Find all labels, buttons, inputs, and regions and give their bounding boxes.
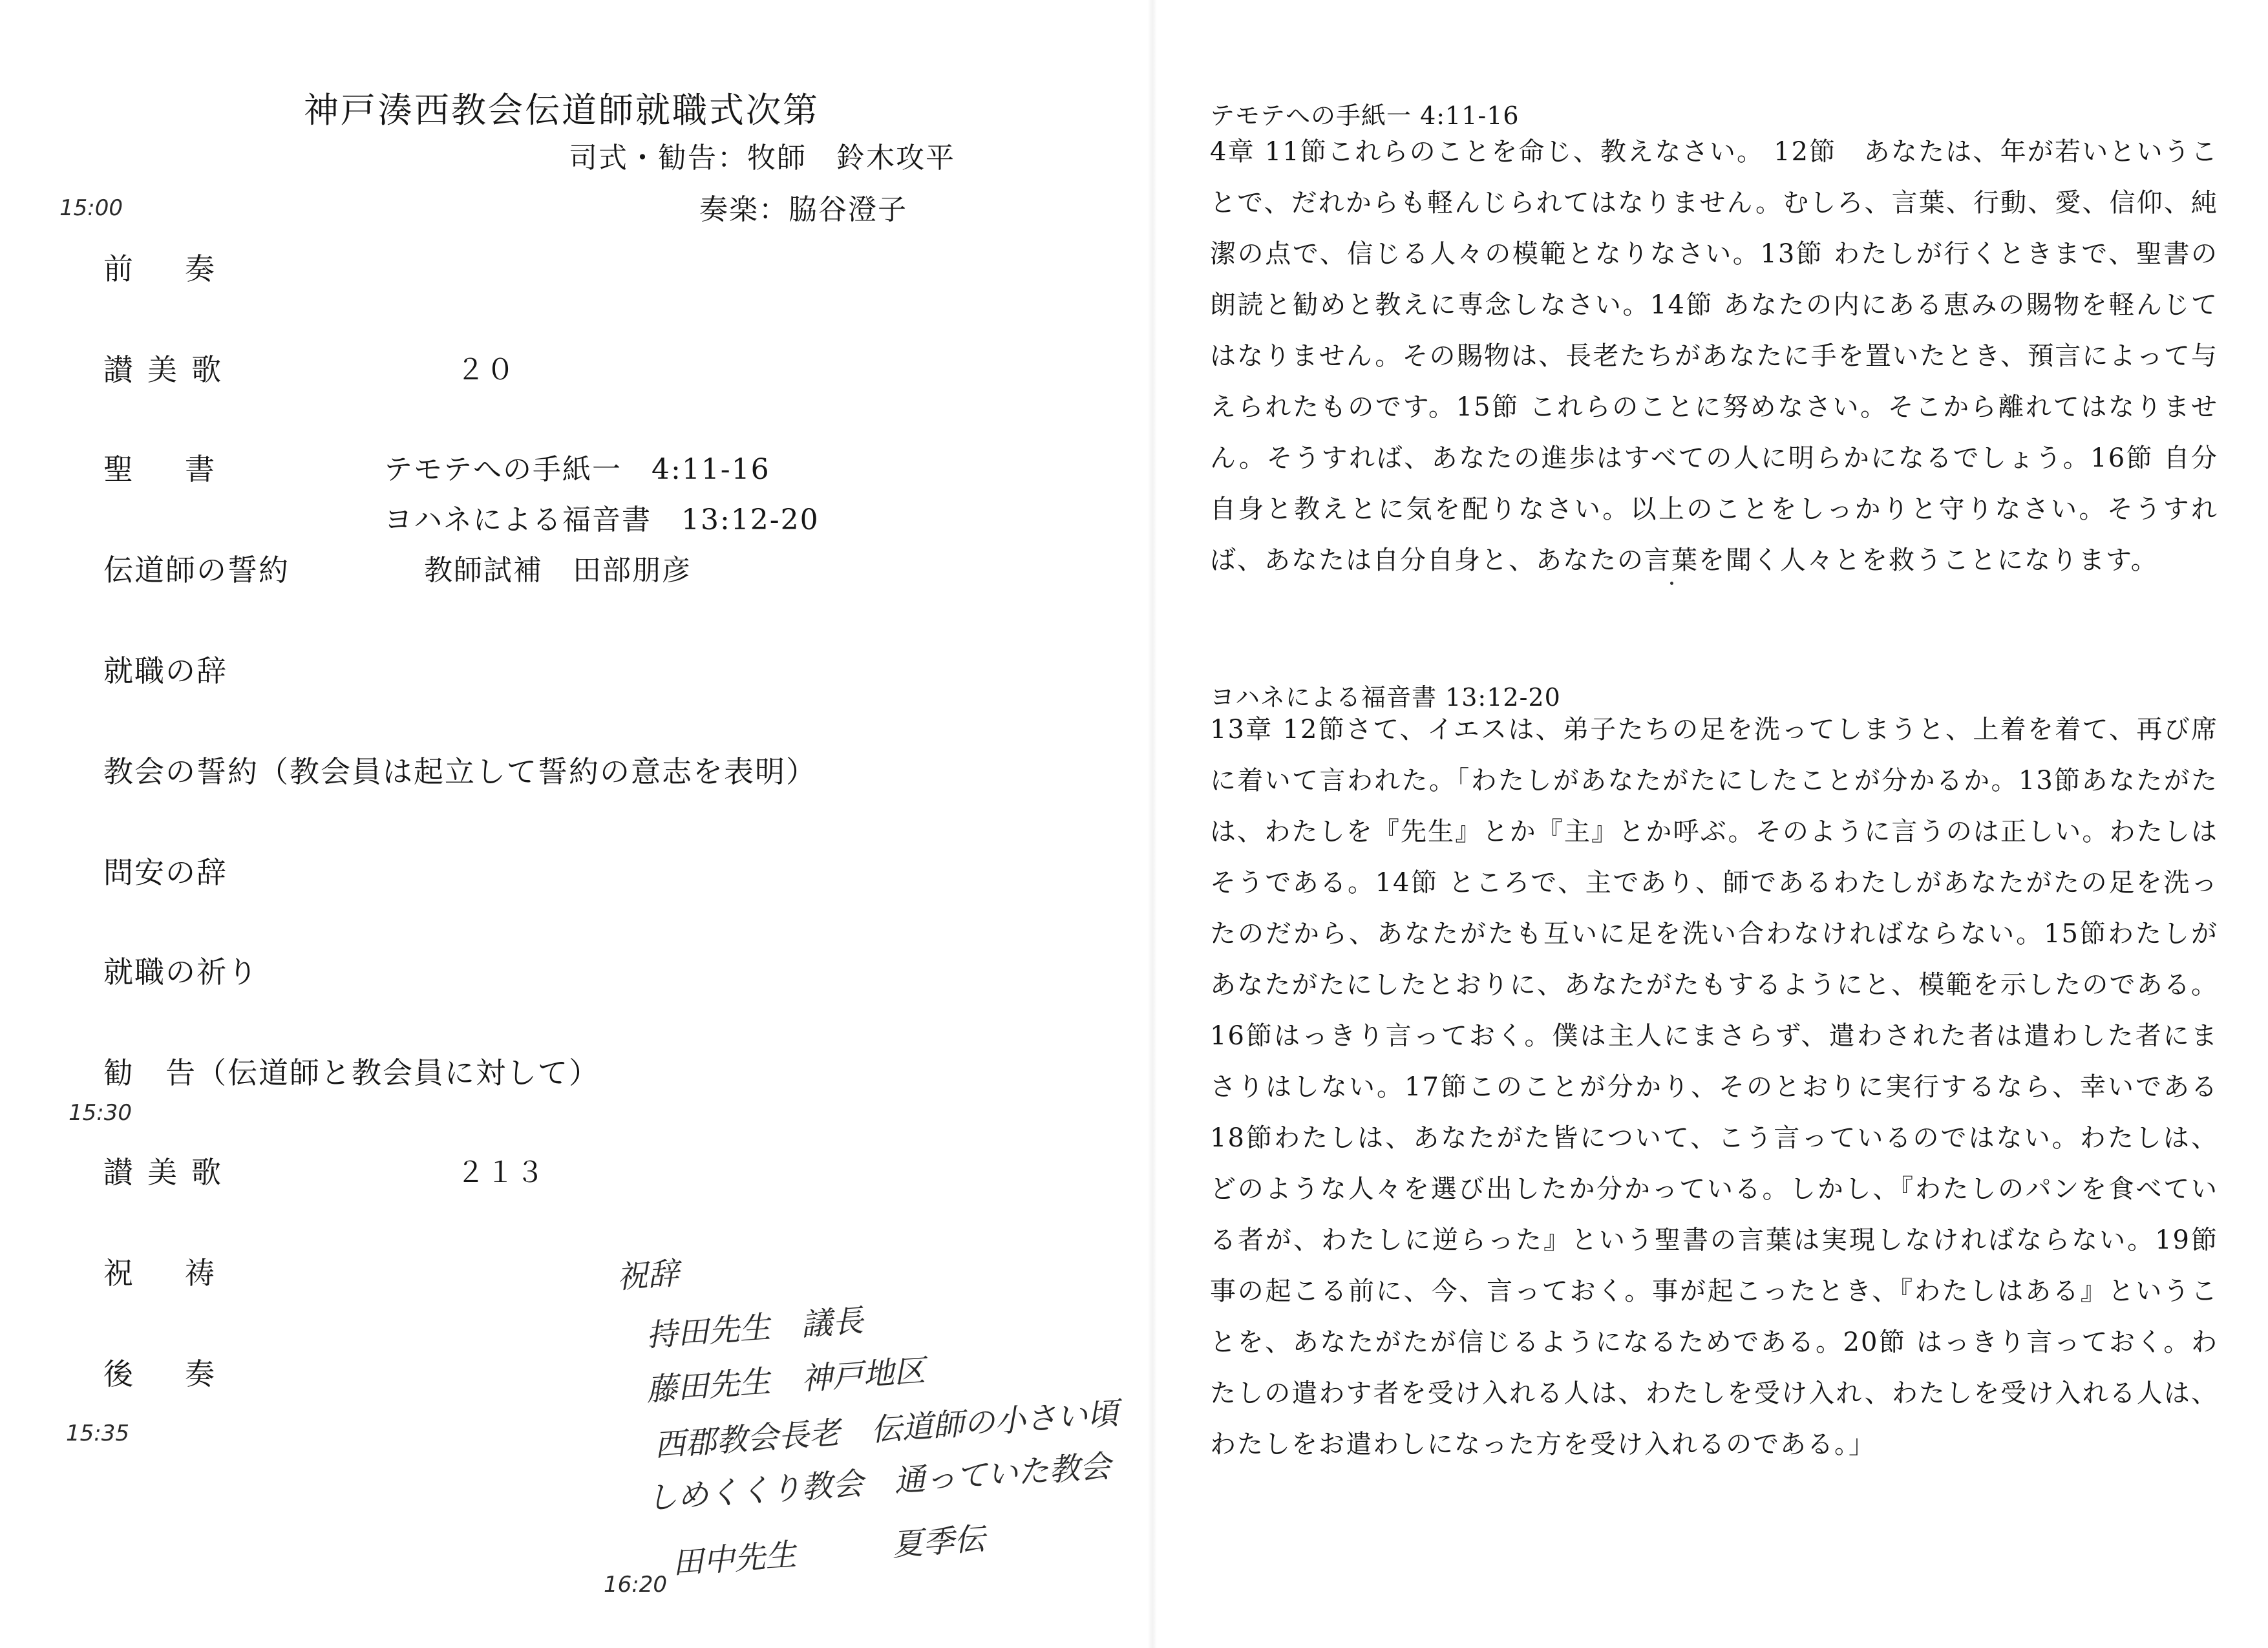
handwritten-line: 夏季伝 bbox=[891, 1521, 986, 1563]
program-item-label: 就職の辞 bbox=[103, 653, 228, 688]
officiant-line: 司式・勧告：牧師 鈴木攻平 bbox=[569, 142, 955, 174]
handwritten-time-last: 16:20 bbox=[604, 1572, 667, 1598]
reading-text: 4章 11節これらのことを命じ、教えなさい。 12節 あなたは、年が若いということで、だれからも軽んじられてはなりません。むしろ、言葉、行動、愛、信仰、純潔の点で、信じる人々の模範となりなさい。13節 わたしが行くときまで、聖書の朗読と勧めと教えに専念しなさい。14節 あなたの内にある恵みの賜物を軽んじてはなりません。その賜物は、長老たちがあなたに手を置いたとき、預言によって与えられたものです。15節 これらのことに努めなさい。そこから離れてはなりません。そうすれば、あなたの進歩はすべての人に明らかになるでしょう。16節 自分自身と教えとに気を配りなさい。以上のことをしっかりと守りなさい。そうすれば、あなたは自分自身と、あなたの言葉を聞く人々とを救うことになります。 bbox=[1210, 137, 2218, 575]
speck bbox=[1670, 582, 1673, 585]
program-item-label: 讃美歌 bbox=[103, 1155, 235, 1190]
program-item-label: 讃美歌 bbox=[103, 352, 235, 387]
program-item-value: 教師試補 田部朋彦 bbox=[424, 554, 692, 587]
program-item-label: 祝祷 bbox=[103, 1256, 266, 1291]
handwritten-heading: 祝辞 bbox=[615, 1255, 681, 1296]
document-title: 神戸湊西教会伝道師就職式次第 bbox=[304, 90, 820, 131]
program-item-label: 就職の祈り bbox=[103, 955, 259, 989]
program-item-label: 伝道師の誓約 bbox=[103, 553, 290, 587]
handwritten-line: 田中先生 bbox=[671, 1536, 798, 1581]
program-item-label: 後奏 bbox=[103, 1357, 266, 1391]
handwritten-line: 西郡教会長老 伝道師の小さい頃 bbox=[653, 1395, 1120, 1464]
program-item-value: ２０ bbox=[456, 354, 516, 386]
music-line: 奏楽：脇谷澄子 bbox=[699, 193, 907, 226]
program-item-label: 勧 告（伝道師と教会員に対して） bbox=[103, 1055, 600, 1090]
program-item-label: 問安の辞 bbox=[103, 855, 228, 890]
program-item-label: 教会の誓約（教会員は起立して誓約の意志を表明） bbox=[103, 754, 817, 789]
reading-heading: テモテへの手紙一 4:11-16 bbox=[1210, 101, 1520, 130]
handwritten-time-end: 15:35 bbox=[66, 1421, 129, 1446]
handwritten-time-mid: 15:30 bbox=[69, 1100, 132, 1126]
handwritten-time-start: 15:00 bbox=[59, 195, 123, 221]
reading-heading: ヨハネによる福音書 13:12-20 bbox=[1210, 683, 1561, 712]
program-item-value: テモテへの手紙一 4:11-16 bbox=[384, 453, 770, 486]
handwritten-line: 持田先生 議長 bbox=[645, 1302, 865, 1354]
page-gutter bbox=[1148, 0, 1157, 1648]
reading-text: 13章 12節さて、イエスは、弟子たちの足を洗ってしまうと、上着を着て、再び席に着いて言われた。「わたしがあなたがたにしたことが分かるか。13節あなたがたは、わたしを『先生』とか『主』とか呼ぶ。そのように言うのは正しい。わたしはそうである。14節 ところで、主であり、師であるわたしがあなたがたの足を洗ったのだから、あなたがたも互いに足を洗い合わなければならない。15節わたしがあなたがたにしたとおりに、あなたがたもするようにと、模範を示したのである。16節はっきり言っておく。僕は主人にまさらず、遣わされた者は遣わした者にまさりはしない。17節このことが分かり、そのとおりに実行するなら、幸いである 18節わたしは、あなたがた皆について、こう言っているのではない。わたしは、どのような人々を選び出したか分かっている。しかし、『わたしのパンを食べている者が、わたしに逆らった』という聖書の言葉は実現しなければならない。19節 事の起こる前に、今、言っておく。事が起こったとき、『わたしはある』ということを、あなたがたが信じるようになるためである。20節 はっきり言っておく。わたしの遣わす者を受け入れる人は、わたしを受け入れ、わたしを受け入れる人は、わたしをお遣わしになった方を受け入れるのである。」 bbox=[1210, 715, 2218, 1459]
program-item-value: ２１３ bbox=[456, 1156, 546, 1189]
program-item-label: 前奏 bbox=[103, 251, 266, 286]
handwritten-line: しめくくり教会 通っていた教会 bbox=[645, 1448, 1112, 1517]
program-item-value: ヨハネによる福音書 13:12-20 bbox=[384, 503, 820, 536]
handwritten-line: 藤田先生 神戸地区 bbox=[645, 1352, 927, 1408]
program-item-label: 聖書 bbox=[103, 452, 266, 487]
scripture-readings-page bbox=[1157, 0, 2268, 1648]
